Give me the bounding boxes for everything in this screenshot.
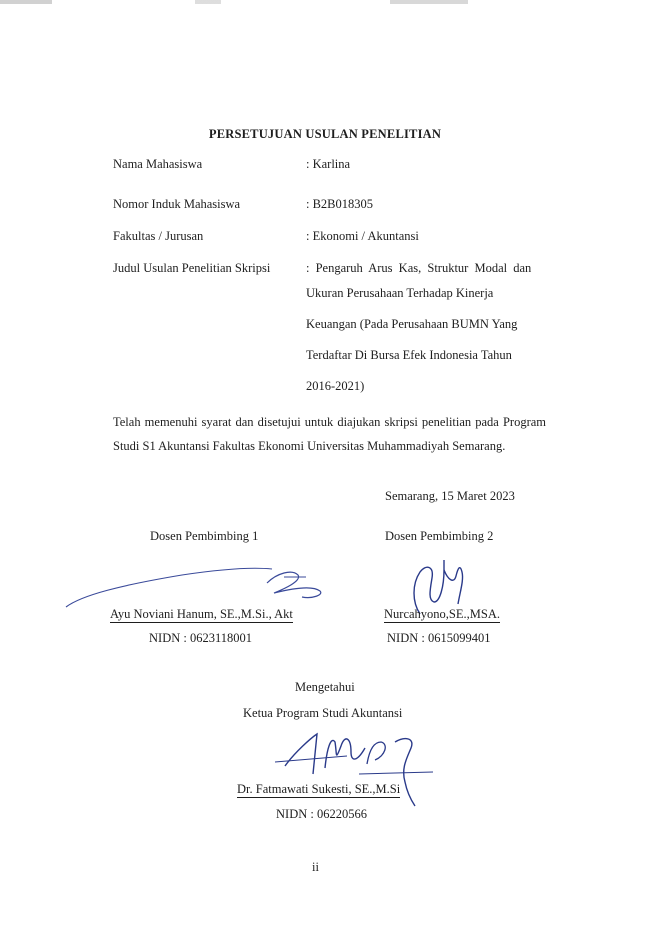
advisor1-signature — [62, 555, 332, 615]
advisor2-heading: Dosen Pembimbing 2 — [385, 529, 494, 543]
field-label-title: Judul Usulan Penelitian Skripsi — [113, 261, 271, 275]
field-value-title-line: Ukuran Perusahaan Terhadap Kinerja — [306, 286, 494, 300]
advisor1-nidn: NIDN : 0623118001 — [149, 631, 253, 645]
advisor1-heading: Dosen Pembimbing 1 — [150, 529, 259, 543]
field-value-nim: : B2B018305 — [306, 197, 374, 211]
field-label-nim: Nomor Induk Mahasiswa — [113, 197, 241, 211]
advisor2-nidn: NIDN : 0615099401 — [387, 631, 491, 645]
field-label-name: Nama Mahasiswa — [113, 157, 203, 171]
field-value-faculty: : Ekonomi / Akuntansi — [306, 229, 419, 243]
page-number: ii — [312, 860, 319, 874]
document-title: PERSETUJUAN USULAN PENELITIAN — [208, 127, 442, 141]
head-signature — [255, 722, 440, 812]
place-date: Semarang, 15 Maret 2023 — [385, 489, 515, 503]
acknowledged-heading: Mengetahui — [295, 680, 355, 694]
field-value-title-line: : Pengaruh Arus Kas, Struktur Modal dan — [306, 261, 532, 275]
field-value-title-line: Keuangan (Pada Perusahaan BUMN Yang — [306, 317, 518, 331]
scan-edge — [0, 0, 650, 4]
field-value-title-line: 2016-2021) — [306, 379, 365, 393]
advisor1-name: Ayu Noviani Hanum, SE.,M.Si., Akt — [110, 607, 293, 621]
acknowledged-nidn: NIDN : 06220566 — [276, 807, 367, 821]
advisor2-name: Nurcahyono,SE.,MSA. — [384, 607, 500, 621]
acknowledged-role: Ketua Program Studi Akuntansi — [243, 706, 403, 720]
field-value-title-line: Terdaftar Di Bursa Efek Indonesia Tahun — [306, 348, 512, 362]
field-label-faculty: Fakultas / Jurusan — [113, 229, 204, 243]
approval-paragraph: Telah memenuhi syarat dan disetujui untuk diajukan skripsi penelitian pada Program Studi S1 Akuntansi Fakultas Ekonomi Universitas Muhammadiyah Semarang. — [113, 415, 546, 453]
acknowledged-name: Dr. Fatmawati Sukesti, SE.,M.Si — [237, 782, 401, 796]
field-value-name: : Karlina — [306, 157, 351, 171]
